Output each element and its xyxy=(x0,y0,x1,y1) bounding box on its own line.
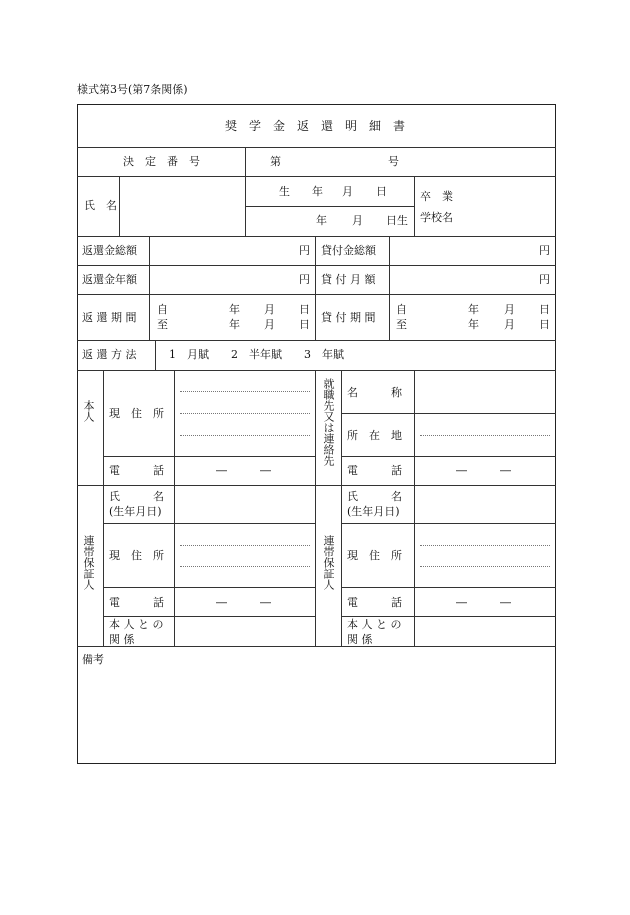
month-label: 月 xyxy=(504,318,515,331)
col-divider xyxy=(315,370,316,646)
row-divider xyxy=(103,616,315,617)
col-divider xyxy=(341,370,342,646)
guarantor-relation-label: 関 係 xyxy=(109,633,135,646)
row-divider xyxy=(103,456,315,457)
birth-year-label: 生 年 xyxy=(279,185,323,198)
row-divider xyxy=(103,587,315,588)
to-label: 至 xyxy=(157,318,168,331)
col-divider xyxy=(119,176,120,236)
year-label: 年 xyxy=(468,318,479,331)
grad-month-label: 月 xyxy=(352,214,363,227)
employer-side-label: 就職先又は連絡先 xyxy=(322,378,335,466)
yen-unit: 円 xyxy=(299,273,310,286)
row-divider xyxy=(341,523,556,524)
decision-number-label: 決 定 番 号 xyxy=(123,155,200,168)
remarks-label: 備考 xyxy=(82,653,104,666)
dotted-guide xyxy=(420,435,550,436)
col-divider xyxy=(414,370,415,646)
col-divider xyxy=(174,370,175,646)
document-title: 奨 学 金 返 還 明 細 書 xyxy=(224,119,405,133)
employer-name-label: 名 称 xyxy=(347,386,402,399)
from-label: 自 xyxy=(157,303,168,316)
row-divider xyxy=(103,523,315,524)
day-label: 日 xyxy=(539,303,550,316)
row-divider xyxy=(77,370,556,371)
row-divider xyxy=(77,485,556,486)
decision-number-suffix: 号 xyxy=(388,155,399,168)
day-label: 日 xyxy=(299,318,310,331)
employer-phone-label: 電 話 xyxy=(347,464,402,477)
dotted-guide xyxy=(180,566,310,567)
row-divider xyxy=(341,616,556,617)
row-divider xyxy=(341,413,556,414)
guarantor-relation-label: 本 人 と の xyxy=(109,618,164,631)
dotted-guide xyxy=(180,391,310,392)
repay-total-label: 返還金総額 xyxy=(82,244,137,257)
row-divider xyxy=(245,206,414,207)
row-divider xyxy=(77,176,556,177)
form-reference: 様式第3号(第7条関係) xyxy=(77,83,188,96)
repay-method-label: 返 還 方 法 xyxy=(82,348,137,361)
row-divider xyxy=(341,587,556,588)
school-name-label: 学校名 xyxy=(420,211,453,224)
day-label: 日 xyxy=(299,303,310,316)
form-frame xyxy=(77,104,556,764)
day-label: 日 xyxy=(539,318,550,331)
guarantor-birth-label: (生年月日) xyxy=(347,505,400,518)
yen-unit: 円 xyxy=(539,273,550,286)
employer-location-label: 所 在 地 xyxy=(347,429,402,442)
guarantor-phone-format: ― ― xyxy=(216,596,271,609)
birth-month-label: 月 xyxy=(342,185,353,198)
loan-monthly-label: 貸 付 月 額 xyxy=(321,273,376,286)
guarantor-relation-label: 関 係 xyxy=(347,633,373,646)
row-divider xyxy=(77,340,556,341)
repay-period-label: 返 還 期 間 xyxy=(82,311,137,324)
col-divider xyxy=(315,236,316,340)
year-label: 年 xyxy=(229,303,240,316)
self-phone-label: 電 話 xyxy=(109,464,164,477)
dotted-guide xyxy=(420,545,550,546)
yen-unit: 円 xyxy=(299,244,310,257)
guarantor-phone-label: 電 話 xyxy=(109,596,164,609)
loan-total-label: 貸付金総額 xyxy=(321,244,376,257)
row-divider xyxy=(341,456,556,457)
to-label: 至 xyxy=(396,318,407,331)
month-label: 月 xyxy=(264,318,275,331)
guarantor-birth-label: (生年月日) xyxy=(109,505,162,518)
guarantor-address-label: 現 住 所 xyxy=(347,549,402,562)
repay-method-options: 1 月賦 2 半年賦 3 年賦 xyxy=(169,348,344,361)
dotted-guide xyxy=(180,435,310,436)
self-side-label: 本人 xyxy=(82,400,95,422)
from-label: 自 xyxy=(396,303,407,316)
guarantor-side-label: 連帯保証人 xyxy=(82,535,95,590)
col-divider xyxy=(245,147,246,236)
repay-annual-label: 返還金年額 xyxy=(82,273,137,286)
grad-day-label: 日生 xyxy=(386,214,408,227)
birth-day-label: 日 xyxy=(376,185,387,198)
guarantor-relation-label: 本 人 と の xyxy=(347,618,402,631)
dotted-guide xyxy=(180,413,310,414)
decision-number-prefix: 第 xyxy=(270,155,281,168)
month-label: 月 xyxy=(264,303,275,316)
dotted-guide xyxy=(420,566,550,567)
graduation-label: 卒 業 xyxy=(420,190,453,203)
grad-year-label: 年 xyxy=(316,214,327,227)
col-divider xyxy=(389,236,390,340)
year-label: 年 xyxy=(468,303,479,316)
guarantor-name-label: 氏 名 xyxy=(109,490,164,503)
guarantor-phone-format: ― ― xyxy=(456,596,511,609)
col-divider xyxy=(155,340,156,370)
self-address-label: 現 住 所 xyxy=(109,407,164,420)
loan-period-label: 貸 付 期 間 xyxy=(321,311,376,324)
col-divider xyxy=(149,236,150,340)
col-divider xyxy=(103,370,104,646)
guarantor-name-label: 氏 名 xyxy=(347,490,402,503)
year-label: 年 xyxy=(229,318,240,331)
employer-phone-format: ― ― xyxy=(456,464,511,477)
self-phone-format: ― ― xyxy=(216,464,271,477)
yen-unit: 円 xyxy=(539,244,550,257)
guarantor-phone-label: 電 話 xyxy=(347,596,402,609)
row-divider xyxy=(77,147,556,148)
col-divider xyxy=(414,176,415,236)
guarantor-side-label: 連帯保証人 xyxy=(322,535,335,590)
name-label: 氏 名 xyxy=(84,199,117,212)
dotted-guide xyxy=(180,545,310,546)
row-divider xyxy=(77,646,556,647)
month-label: 月 xyxy=(504,303,515,316)
guarantor-address-label: 現 住 所 xyxy=(109,549,164,562)
